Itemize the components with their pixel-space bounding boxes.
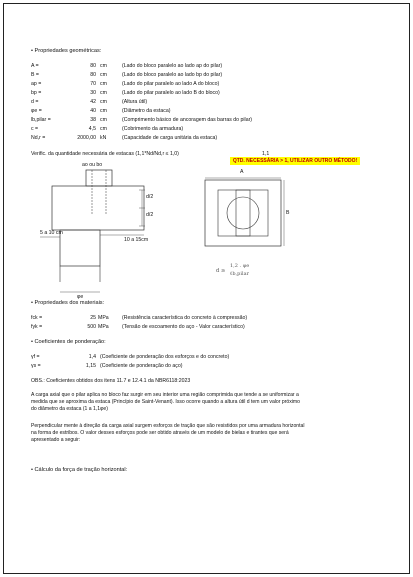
prop-desc: (Cobrimento da armadura) (122, 126, 184, 132)
prop-sym: A = (31, 63, 39, 69)
paragraph-line: na forma de estribos. O valor desses esforços pode ser obtido através de um modelo de bielas e tirantes que será (31, 430, 289, 436)
coef-sym: γs = (31, 363, 41, 369)
heading-traction: • Cálculo da força de tração horizontal: (31, 467, 128, 473)
warning-badge: QTD. NECESSÁRIA > 1, UTILIZAR OUTRO MÉTODO! (230, 157, 360, 165)
figure-top-label: ao ou bo (82, 162, 103, 168)
material-unit: MPa (98, 324, 109, 330)
prop-sym: lb,pilar = (31, 117, 51, 123)
prop-unit: cm (100, 108, 107, 114)
paragraph-line: medida que se aproxima da estaca (Princípio de Saint-Venant). Isso ocorre quando a altura útil d tem um valor próximo (31, 399, 300, 405)
prop-sym: B = (31, 72, 39, 78)
prop-desc: (Altura útil) (122, 99, 148, 105)
prop-val: 70 (90, 81, 96, 87)
formula-lhs: d ≥ (216, 268, 226, 274)
material-desc: (Tensão de escoamento do aço - Valor característico) (122, 324, 245, 330)
prop-desc: (Diâmetro da estaca) (122, 108, 171, 114)
figure-d2-lower: d/2 (146, 212, 154, 218)
heading-materials: • Propriedades dos materiais: (31, 300, 105, 306)
prop-sym: φe = (31, 108, 42, 114)
prop-sym: Nd,r = (31, 135, 46, 141)
coef-val: 1,4 (88, 354, 96, 360)
coef-desc: (Coeficiente de ponderação do aço) (100, 363, 183, 369)
material-sym: fck = (31, 315, 43, 321)
figure-pile-label: φe (77, 294, 84, 300)
prop-sym: c = (31, 126, 39, 132)
material-desc: (Resistência característica do concreto à compressão) (122, 315, 248, 321)
figure-right-dim: 10 a 15cm (124, 237, 149, 243)
prop-sym: bp = (31, 90, 42, 96)
prop-unit: cm (100, 72, 107, 78)
prop-val: 2000,00 (77, 135, 96, 141)
pile-cap-plan-figure (4, 4, 409, 304)
paragraph-line: apresentado a seguir: (31, 437, 81, 443)
coef-val: 1,15 (85, 363, 96, 369)
verification-text: Verific. da quantidade necessária de estacas (1,1*Nd/Nd,r ≤ 1,0) (31, 151, 179, 157)
coef-sym: γf = (31, 354, 40, 360)
paragraph-line: A carga axial que o pilar aplica no bloco faz surgir em seu interior uma região comprimida que tende a se uniformizar a (31, 392, 299, 398)
prop-unit: cm (100, 117, 107, 123)
prop-desc: (Lado do pilar paralelo ao lado A do bloco) (122, 81, 220, 87)
heading-coefficients: • Coeficientes de ponderação: (31, 339, 106, 345)
prop-sym: ap = (31, 81, 42, 87)
paragraph-line: do diâmetro da estaca (1 a 1,1φe) (31, 406, 108, 412)
material-val: 25 (90, 315, 96, 321)
plan-label-b: B (286, 210, 290, 216)
prop-unit: cm (100, 81, 107, 87)
coef-desc: (Coeficiente de ponderação dos esforços e do concreto) (100, 354, 230, 360)
prop-val: 80 (90, 63, 96, 69)
formula-rhs-1: 1,2 . φe (230, 263, 250, 269)
prop-val: 40 (90, 108, 96, 114)
material-val: 500 (87, 324, 96, 330)
prop-desc: (Lado do bloco paralelo ao lado ap do pilar) (122, 63, 223, 69)
prop-val: 80 (90, 72, 96, 78)
prop-desc: (Lado do pilar paralelo ao lado B do bloco) (122, 90, 220, 96)
material-unit: MPa (98, 315, 109, 321)
document-page (3, 3, 410, 574)
prop-val: 4,5 (88, 126, 96, 132)
prop-unit: cm (100, 90, 107, 96)
plan-label-a: A (240, 169, 244, 175)
verification-value: 1,1 (262, 151, 270, 157)
figure-d2-upper: d/2 (146, 194, 154, 200)
prop-unit: kN (100, 135, 107, 141)
figure-left-dim: 5 a 10 cm (40, 230, 63, 236)
heading-geometric-properties: • Propriedades geométricas: (31, 48, 102, 54)
paragraph-line: Perpendicular mente à direção da carga axial surgem esforços de tração que são resistidos por uma armadura horizontal (31, 423, 305, 429)
prop-unit: cm (100, 99, 107, 105)
prop-unit: cm (100, 63, 107, 69)
obs-note: OBS.: Coeficientes obtidos dos itens 11.7 e 12.4.1 da NBR6118:2023 (31, 378, 191, 384)
prop-desc: (Lado do bloco paralelo ao lado bp do pilar) (122, 72, 223, 78)
prop-sym: d = (31, 99, 39, 105)
prop-unit: cm (100, 126, 107, 132)
formula-rhs-2: ℓb,pilar (230, 271, 249, 277)
material-sym: fyk = (31, 324, 43, 330)
prop-val: 30 (90, 90, 96, 96)
prop-desc: (Capacidade de carga unitária da estaca) (122, 135, 218, 141)
prop-val: 42 (90, 99, 96, 105)
prop-val: 38 (90, 117, 96, 123)
prop-desc: (Comprimento básico de ancoragem das barras do pilar) (122, 117, 253, 123)
